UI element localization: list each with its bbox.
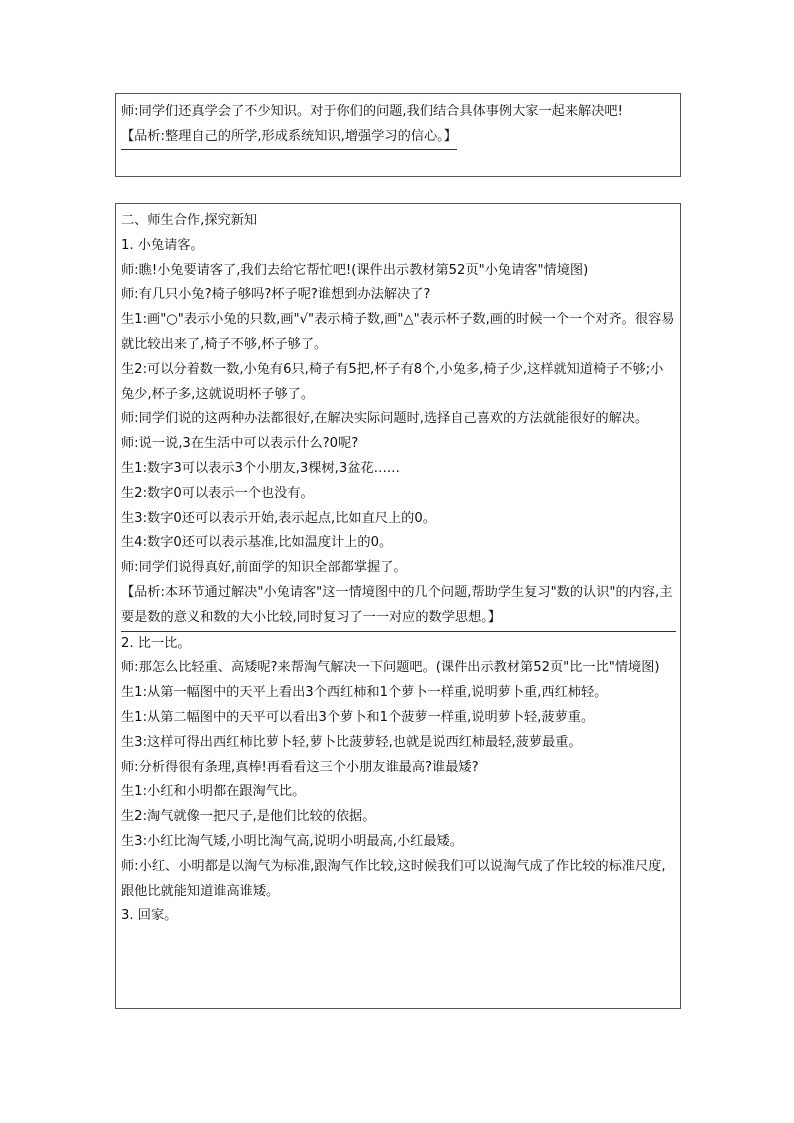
paragraph: 师:同学们说得真好,前面学的知识全部都掌握了。 (121, 560, 407, 576)
paragraph: 师:说一说,3在生活中可以表示什么?0呢? (121, 436, 359, 452)
paragraph: 生1:从第一幅图中的天平上看出3个西红柿和1个萝卜一样重,说明萝卜重,西红柿轻。 (121, 685, 608, 701)
paragraph: 师:有几只小兔?椅子够吗?杯子呢?谁想到办法解决了? (121, 287, 431, 303)
paragraph: 生1:从第二幅图中的天平可以看出3个萝卜和1个菠萝一样重,说明萝卜轻,菠萝重。 (121, 709, 595, 725)
paragraph: 生2:淘气就像一把尺子,是他们比较的依据。 (121, 809, 376, 825)
teacher-line: 师:同学们还真学会了不少知识。对于你们的问题,我们结合具体事例大家一起来解决吧! (121, 104, 623, 119)
paragraph: 生2:数字0可以表示一个也没有。 (121, 485, 314, 501)
paragraph: 生1:画"○"表示小兔的只数,画"√"表示椅子数,画"△"表示杯子数,画的时候一个一个对齐。很容易就比较出来了,椅子不够,杯子够了。 (121, 312, 675, 352)
paragraph: 师:瞧!小兔要请客了,我们去给它帮忙吧!(课件出示教材第52页"小兔请客"情境图) (121, 262, 589, 278)
paragraph: 师:小红、小明都是以淘气为标准,跟淘气作比较,这时候我们可以说淘气成了作比较的标准尺度,跟他比就能知道谁高谁矮。 (121, 858, 666, 899)
paragraph: 生3:这样可得出西红柿比萝卜轻,萝卜比菠萝轻,也就是说西红柿最轻,菠萝最重。 (121, 734, 582, 750)
intro-box (115, 93, 681, 177)
paragraph: 生1:小红和小明都在跟淘气比。 (121, 784, 306, 800)
subsection-title: 3. 回家。 (121, 908, 178, 924)
paragraph: 师:分析得很有条理,真棒!再看看这三个小朋友谁最高?谁最矮? (121, 759, 479, 775)
section-heading: 二、师生合作,探究新知 (121, 213, 258, 228)
paragraph: 生3:数字0还可以表示开始,表示起点,比如直尺上的0。 (121, 510, 436, 526)
lesson-box (115, 203, 681, 1009)
commentary-note: 【品析:本环节通过解决"小兔请客"这一情境图中的几个问题,帮助学生复习"数的认识"的内容,主要是数的意义和数的大小比较,同时复习了一一对应的数学思想。】 (121, 581, 676, 632)
subsection-title: 1. 小兔请客。 (121, 237, 204, 253)
paragraph: 生4:数字0还可以表示基准,比如温度计上的0。 (121, 535, 393, 551)
paragraph: 师:那怎么比轻重、高矮呢?来帮淘气解决一下问题吧。(课件出示教材第52页"比一比"情境图) (121, 660, 660, 676)
paragraph: 师:同学们说的这两种办法都很好,在解决实际问题时,选择自己喜欢的方法就能很好的解决。 (121, 411, 649, 427)
commentary-note: 【品析:整理自己的所学,形成系统知识,增强学习的信心。】 (121, 125, 457, 150)
subsection-title: 2. 比一比。 (121, 635, 191, 651)
paragraph: 生1:数字3可以表示3个小朋友,3棵树,3盆花…… (121, 460, 400, 476)
paragraph: 生2:可以分着数一数,小兔有6只,椅子有5把,杯子有8个,小兔多,椅子少,这样就知道椅子不够;小兔少,杯子多,这就说明杯子够了。 (121, 361, 664, 402)
paragraph: 生3:小红比淘气矮,小明比淘气高,说明小明最高,小红最矮。 (121, 833, 463, 849)
